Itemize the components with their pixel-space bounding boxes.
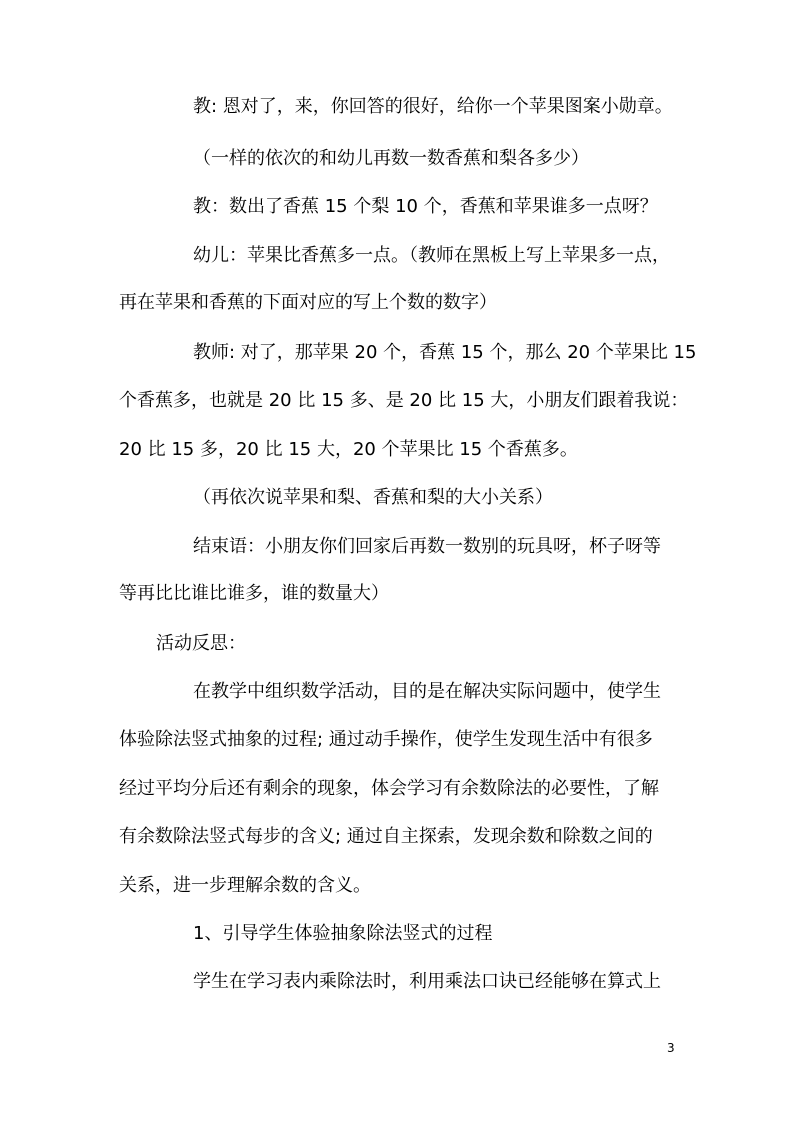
text-line: 结束语：小朋友你们回家后再数一数别的玩具呀，杯子呀等 (193, 536, 661, 557)
text-line: 体验除法竖式抽象的过程; 通过动手操作，使学生发现生活中有很多 (119, 729, 653, 750)
page-number: 3 (667, 1041, 675, 1055)
subsection-heading: 1、引导学生体验抽象除法竖式的过程 (193, 923, 493, 944)
text-line: 再在苹果和香蕉的下面对应的写上个数的数字） (119, 292, 497, 313)
text-line: 教师: 对了，那苹果 20 个，香蕉 15 个，那么 20 个苹果比 15 (193, 342, 697, 363)
text-line: 关系，进一步理解余数的含义。 (119, 875, 371, 896)
text-line: 幼儿：苹果比香蕉多一点。（教师在黑板上写上苹果多一点， (193, 245, 670, 266)
text-line: 个香蕉多，也就是 20 比 15 多、是 20 比 15 大，小朋友们跟着我说： (119, 390, 689, 411)
text-line: 在教学中组织数学活动，目的是在解决实际问题中，使学生 (193, 681, 661, 702)
text-line: （一样的依次的和幼儿再数一数香蕉和梨各多少） (193, 148, 589, 169)
text-line: 教: 恩对了，来，你回答的很好，给你一个苹果图案小勋章。 (193, 96, 673, 117)
text-line: 等再比比谁比谁多，谁的数量大） (119, 583, 389, 604)
text-line: 学生在学习表内乘除法时，利用乘法口诀已经能够在算式上 (193, 971, 661, 992)
text-line: 教：数出了香蕉 15 个梨 10 个，香蕉和苹果谁多一点呀？ (193, 196, 658, 217)
section-heading: 活动反思： (156, 633, 246, 654)
text-line: 经过平均分后还有剩余的现象，体会学习有余数除法的必要性，了解 (119, 778, 659, 799)
text-line: （再依次说苹果和梨、香蕉和梨的大小关系） (193, 487, 553, 508)
text-line: 有余数除法竖式每步的含义; 通过自主探索，发现余数和除数之间的 (119, 826, 653, 847)
text-line: 20 比 15 多，20 比 15 大，20 个苹果比 15 个香蕉多。 (119, 439, 578, 460)
